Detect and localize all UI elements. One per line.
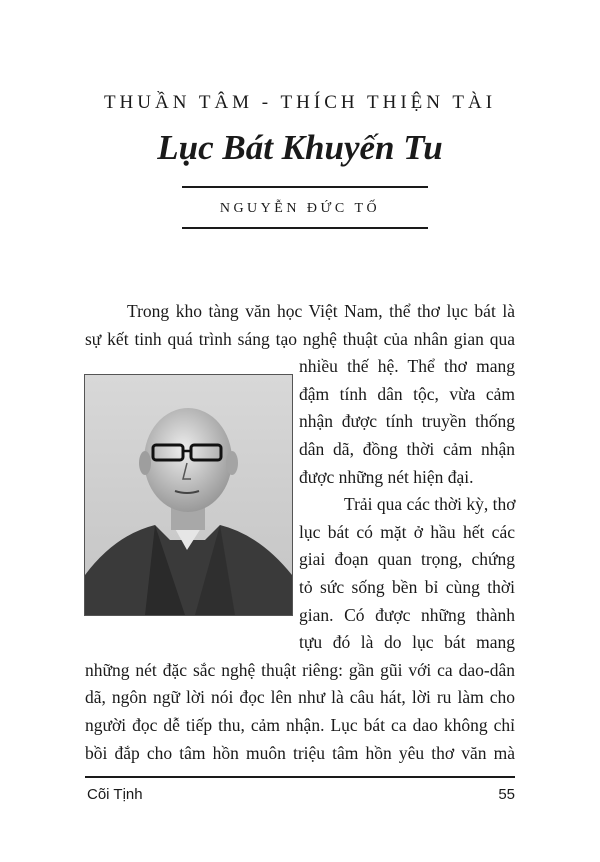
body-line-11: tỏ sức sống bền bỉ cùng thời — [299, 577, 515, 597]
footer-rule — [85, 776, 515, 778]
page-title: Lục Bát Khuyến Tu — [157, 128, 443, 167]
title-rule-top — [182, 186, 428, 188]
body-line-4: đậm tính dân tộc, vừa cảm — [299, 383, 515, 404]
portrait-photo — [84, 374, 293, 616]
body-line-14: những nét đặc sắc nghệ thuật riêng: gần gũi với ca dao-dân — [85, 659, 515, 680]
body-line-3: nhiều thế hệ. Thể thơ mang — [299, 356, 515, 377]
body-line-8: Trải qua các thời kỳ, thơ — [344, 494, 516, 515]
body-line-5: nhận được tính truyền thống — [299, 411, 515, 432]
body-line-13: tựu đó là do lục bát mang — [299, 632, 515, 653]
body-line-15: dã, ngôn ngữ lời nói đọc lên như là câu hát, lời ru làm cho — [85, 687, 515, 708]
header-author: THUẦN TÂM - THÍCH THIỆN TÀI — [103, 92, 497, 113]
body-line-17: bồi đắp cho tâm hồn muôn triệu tâm hồn yêu thơ văn mà — [85, 742, 515, 763]
footer-publication: Cõi Tịnh — [87, 786, 143, 803]
body-line-2: sự kết tinh quá trình sáng tạo nghệ thuật của nhân gian qua — [85, 328, 515, 349]
body-line-16: người đọc dễ tiếp thu, cảm nhận. Lục bát ca dao không chỉ — [85, 715, 515, 735]
title-rule-bottom — [182, 227, 428, 229]
body-line-1: Trong kho tàng văn học Việt Nam, thể thơ lục bát là — [127, 301, 515, 321]
body-line-12: gian. Có được những thành — [299, 604, 515, 625]
body-line-6: dân dã, đồng thời cảm nhận — [299, 439, 515, 459]
portrait-icon — [85, 375, 292, 615]
page-number: 55 — [498, 786, 515, 803]
body-line-10: giai đoạn quan trọng, chứng — [299, 549, 515, 570]
body-line-7: được những nét hiện đại. — [299, 466, 474, 487]
byline: NGUYỄN ĐỨC TỐ — [219, 201, 381, 216]
body-line-9: lục bát có mặt ở hầu hết các — [299, 521, 515, 542]
